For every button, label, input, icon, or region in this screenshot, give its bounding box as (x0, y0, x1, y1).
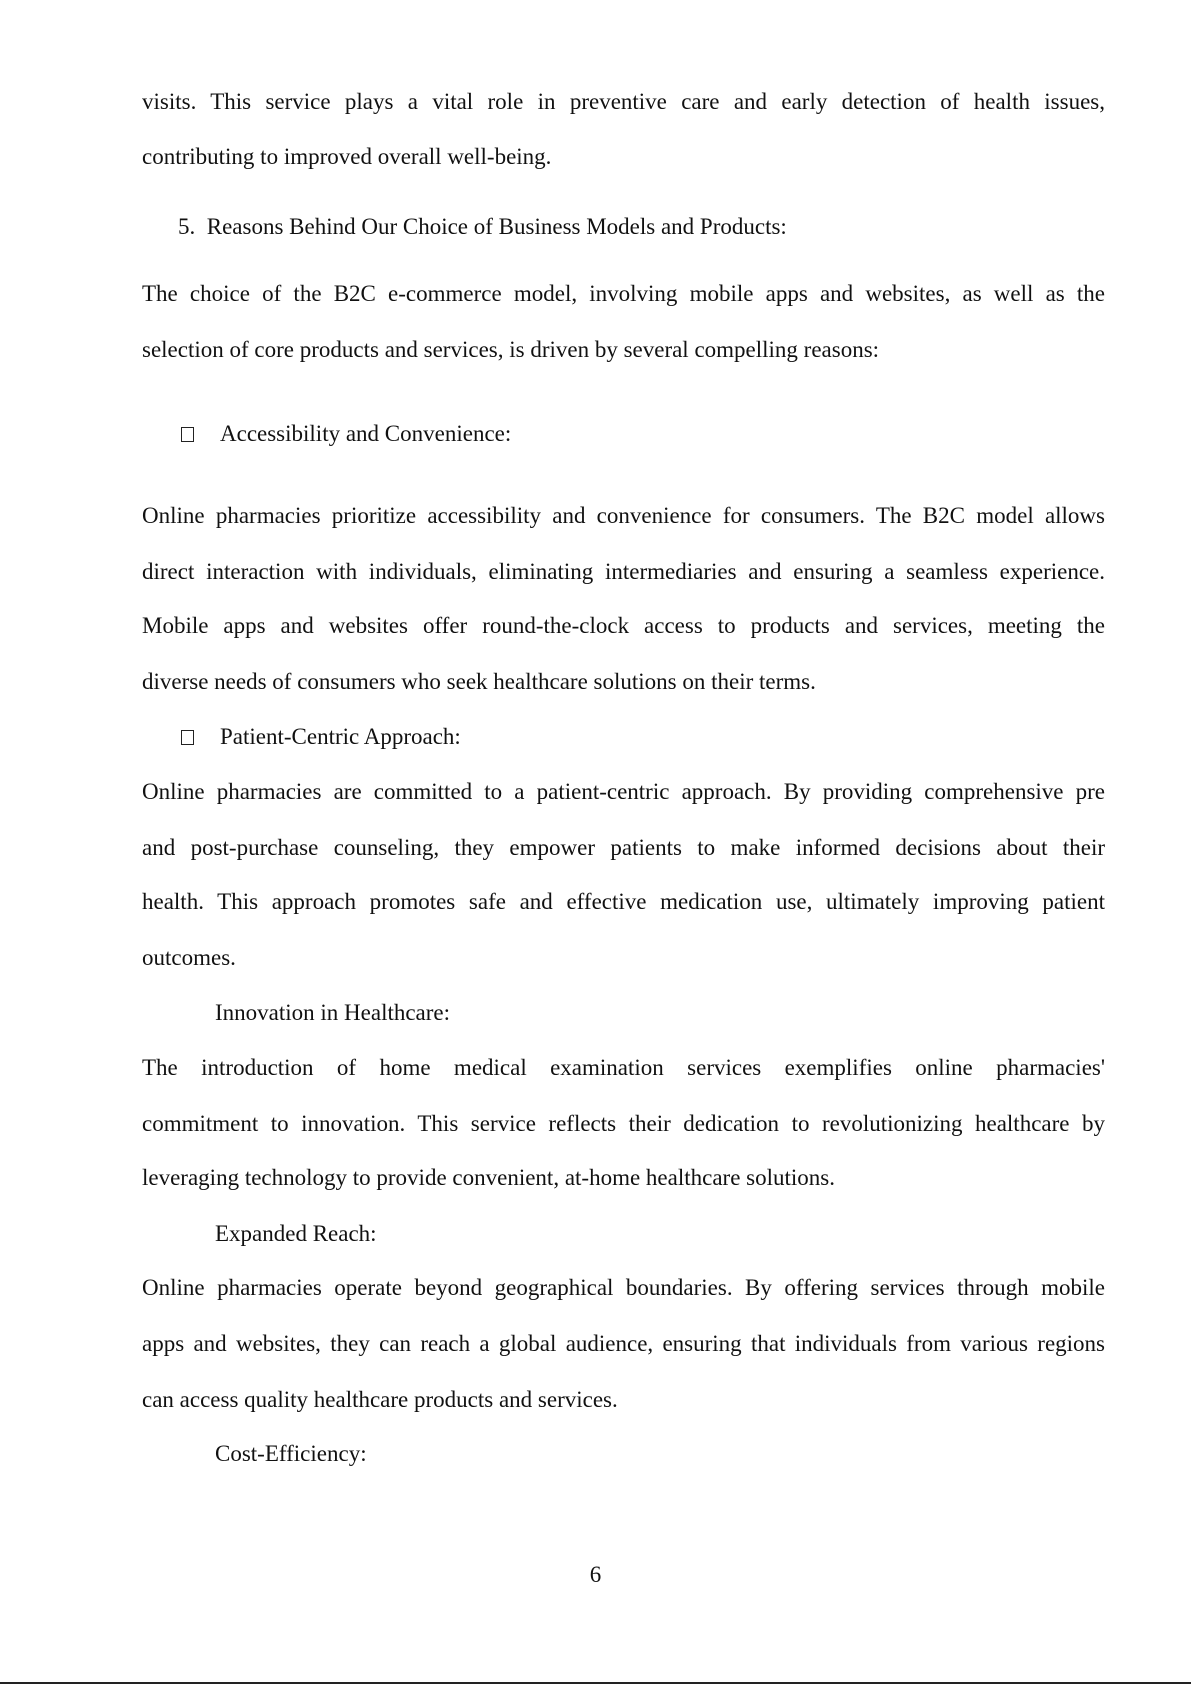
reach-heading: Expanded Reach: (215, 1221, 377, 1246)
page-number: 6 (589, 1562, 602, 1587)
checkbox-icon (181, 730, 194, 745)
accessibility-line-2: direct interaction with individuals, eliminating intermediaries and ensuring a seamless experience. (142, 559, 1105, 584)
patient-line-1: Online pharmacies are committed to a patient-centric approach. By providing comprehensive pre (142, 779, 1105, 804)
reach-line-2: apps and websites, they can reach a global audience, ensuring that individuals from various regions (142, 1331, 1105, 1356)
accessibility-line-4: diverse needs of consumers who seek healthcare solutions on their terms. (142, 669, 816, 694)
bullet-accessibility (178, 420, 1141, 448)
section-number: 5. (178, 214, 196, 239)
section-title: Reasons Behind Our Choice of Business Models and Products: (206, 214, 787, 239)
intro-line-1: visits. This service plays a vital role in preventive care and early detection of health issues, (142, 89, 1105, 114)
checkbox-icon (181, 427, 194, 442)
choice-line-1: The choice of the B2C e-commerce model, involving mobile apps and websites, as well as the (142, 281, 1105, 306)
patient-line-4: outcomes. (142, 945, 236, 970)
intro-line-2: contributing to improved overall well-being. (142, 144, 552, 169)
innovation-line-3: leveraging technology to provide convenient, at-home healthcare solutions. (142, 1165, 835, 1190)
section-5-heading (178, 213, 1141, 241)
cost-heading: Cost-Efficiency: (215, 1441, 367, 1466)
accessibility-line-3: Mobile apps and websites offer round-the-clock access to products and services, meeting the (142, 613, 1105, 638)
bullet-patient (178, 723, 1141, 751)
bullet-patient-label: Patient-Centric Approach: (220, 724, 461, 749)
patient-line-2: and post-purchase counseling, they empower patients to make informed decisions about their (142, 835, 1105, 860)
bullet-accessibility-label: Accessibility and Convenience: (220, 421, 512, 446)
reach-line-1: Online pharmacies operate beyond geographical boundaries. By offering services through mobile (142, 1275, 1105, 1300)
innovation-line-1: The introduction of home medical examination services exemplifies online pharmacies' (142, 1055, 1105, 1080)
innovation-heading: Innovation in Healthcare: (215, 1000, 451, 1025)
reach-line-3: can access quality healthcare products and services. (142, 1387, 618, 1412)
choice-line-2: selection of core products and services, is driven by several compelling reasons: (142, 337, 880, 362)
patient-line-3: health. This approach promotes safe and effective medication use, ultimately improving patient (142, 889, 1105, 914)
innovation-line-2: commitment to innovation. This service reflects their dedication to revolutionizing healthcare by (142, 1111, 1105, 1136)
accessibility-line-1: Online pharmacies prioritize accessibility and convenience for consumers. The B2C model allows (142, 503, 1105, 528)
bottom-rule (0, 1682, 1191, 1684)
